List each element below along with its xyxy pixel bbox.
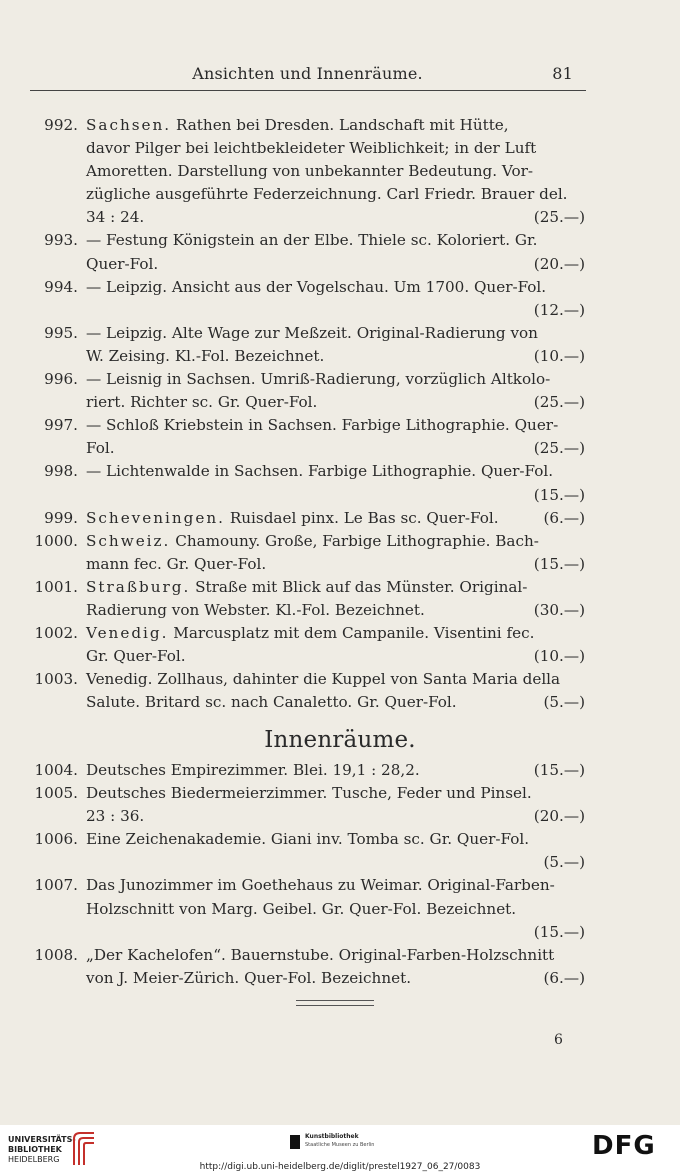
catalog-entry xyxy=(0,828,680,874)
entry-number: 998. xyxy=(44,462,78,481)
entry-number: 1002. xyxy=(34,624,78,643)
entry-line xyxy=(86,828,585,851)
entry-line xyxy=(86,944,585,967)
entry-text: Deutsches Empirezimmer. Blei. 19,1 : 28,2. xyxy=(86,761,420,779)
entry-price: (5.—) xyxy=(543,693,585,712)
catalog-entry xyxy=(0,507,680,530)
entry-text: Gr. Quer-Fol. xyxy=(86,647,186,666)
entry-text: — Leipzig. Alte Wage zur Meßzeit. Original-Radierung von xyxy=(86,323,538,342)
entry-number: 993. xyxy=(44,231,78,250)
permalink-url[interactable]: http://digi.ub.uni-heidelberg.de/diglit/prestel1927_06_27/0083 xyxy=(199,1162,481,1172)
catalog-entry xyxy=(0,414,680,460)
entry-text: Quer-Fol. xyxy=(86,254,159,273)
entry-price: (15.—) xyxy=(533,485,585,504)
entry-price: (6.—) xyxy=(543,508,585,527)
catalog-entry xyxy=(0,759,680,782)
entry-place-name: Scheveningen. xyxy=(86,508,225,527)
running-header xyxy=(30,64,585,88)
entry-price: (5.—) xyxy=(543,853,585,872)
catalog-entry xyxy=(0,322,680,368)
entry-line xyxy=(86,576,585,599)
entry-line xyxy=(86,530,585,553)
entry-text: Amoretten. Darstellung von unbekannter Bedeutung. Vor- xyxy=(86,162,533,181)
entry-line xyxy=(86,484,585,507)
entry-line xyxy=(86,276,585,299)
entry-line xyxy=(86,114,585,137)
entry-text: 34 : 24. xyxy=(86,208,145,227)
entry-text: zügliche ausgeführte Federzeichnung. Carl Friedr. Brauer del. xyxy=(86,185,568,204)
catalog-entries xyxy=(0,114,680,714)
entry-line xyxy=(86,759,585,782)
entry-line xyxy=(86,437,585,460)
entry-line xyxy=(86,183,585,206)
catalog-entry xyxy=(0,530,680,576)
entry-text: — Lichtenwalde in Sachsen. Farbige Lithographie. Quer-Fol. xyxy=(86,462,554,481)
entry-line xyxy=(86,691,585,714)
dfg-logo: DFG xyxy=(592,1131,656,1161)
catalog-entry xyxy=(0,668,680,714)
entry-line xyxy=(86,345,585,368)
entry-place-name: Sachsen. xyxy=(86,116,172,134)
entry-number: 992. xyxy=(44,116,78,134)
entry-line xyxy=(86,206,585,229)
entry-line xyxy=(86,805,585,828)
entry-text: mann fec. Gr. Quer-Fol. xyxy=(86,554,267,573)
entry-line xyxy=(86,414,585,437)
entry-number: 1007. xyxy=(34,876,78,895)
entry-line xyxy=(86,898,585,921)
entry-text: Marcusplatz mit dem Campanile. Visentini fec. xyxy=(168,624,535,643)
entry-text: — Festung Königstein an der Elbe. Thiele sc. Koloriert. Gr. xyxy=(86,231,538,250)
entry-text: von J. Meier-Zürich. Quer-Fol. Bezeichnet. xyxy=(86,968,412,987)
entry-number: 1008. xyxy=(34,945,78,964)
entry-price: (25.—) xyxy=(533,208,585,227)
entry-text: Venedig. Zollhaus, dahinter die Kuppel von Santa Maria della xyxy=(86,670,561,689)
entry-price: (12.—) xyxy=(533,300,585,319)
entry-line xyxy=(86,299,585,322)
entry-line xyxy=(86,921,585,944)
catalog-entry xyxy=(0,229,680,275)
catalog-entry xyxy=(0,782,680,828)
entry-number: 999. xyxy=(44,508,78,527)
entry-line xyxy=(86,507,585,530)
entry-line xyxy=(86,368,585,391)
entry-line xyxy=(86,460,585,483)
entry-text: W. Zeising. Kl.-Fol. Bezeichnet. xyxy=(86,346,325,365)
kb-line-2: Staatliche Museen zu Berlin xyxy=(305,1142,375,1148)
section-heading: Innenräume. xyxy=(264,727,416,753)
catalog-entry xyxy=(0,114,680,229)
entry-text: Rathen bei Dresden. Landschaft mit Hütte, xyxy=(171,116,509,134)
entry-price: (10.—) xyxy=(533,647,585,666)
entry-line xyxy=(86,253,585,276)
entry-place-name: Venedig. xyxy=(86,624,169,643)
entry-text: davor Pilger bei leichtbekleideter Weiblichkeit; in der Luft xyxy=(86,139,537,158)
entry-line xyxy=(86,782,585,805)
entry-line xyxy=(86,851,585,874)
kb-line-1: Kunstbibliothek xyxy=(305,1133,359,1140)
entry-price: (30.—) xyxy=(533,600,585,619)
entry-line xyxy=(86,874,585,897)
entry-place-name: Schweiz. xyxy=(86,531,171,550)
entry-number: 997. xyxy=(44,416,78,435)
entry-line xyxy=(86,668,585,691)
entry-line xyxy=(86,137,585,160)
catalog-entry xyxy=(0,874,680,943)
catalog-entry xyxy=(0,368,680,414)
catalog-entry xyxy=(0,276,680,322)
entry-line xyxy=(86,160,585,183)
catalog-entry xyxy=(0,622,680,668)
entry-price: (10.—) xyxy=(533,346,585,365)
heidelberg-library-logo-text xyxy=(8,1135,76,1165)
entry-text: Chamouny. Große, Farbige Lithographie. Bach- xyxy=(170,531,539,550)
entry-price: (15.—) xyxy=(533,554,585,573)
entry-text xyxy=(86,923,91,941)
entry-number: 1001. xyxy=(34,577,78,596)
entry-price: (6.—) xyxy=(543,968,585,987)
entry-text xyxy=(86,301,91,319)
entry-price: (15.—) xyxy=(533,761,585,779)
entry-text xyxy=(86,853,91,871)
entry-text: riert. Richter sc. Gr. Quer-Fol. xyxy=(86,393,318,412)
catalog-entries-interiors xyxy=(0,759,680,990)
entry-number: 995. xyxy=(44,323,78,342)
entry-line xyxy=(86,229,585,252)
entry-price: (20.—) xyxy=(533,254,585,273)
entry-text: Salute. Britard sc. nach Canaletto. Gr. Quer-Fol. xyxy=(86,693,457,712)
kunstbibliothek-logo xyxy=(290,1133,400,1153)
uni-line-3: HEIDELBERG xyxy=(8,1155,60,1164)
header-page-number: 81 xyxy=(552,64,573,83)
entry-text: „Der Kachelofen“. Bauernstube. Original-Farben-Holzschnitt xyxy=(86,945,555,964)
entry-text: Eine Zeichenakademie. Giani inv. Tomba sc. Gr. Quer-Fol. xyxy=(86,830,530,849)
header-title: Ansichten und Innenräume. xyxy=(192,64,423,83)
entry-text: Fol. xyxy=(86,439,115,458)
entry-number: 1005. xyxy=(34,784,78,803)
entry-price: (15.—) xyxy=(533,922,585,941)
entry-text xyxy=(86,486,91,504)
digitization-footer xyxy=(0,1125,680,1175)
entry-line xyxy=(86,645,585,668)
entry-price: (20.—) xyxy=(533,807,585,826)
entry-line xyxy=(86,967,585,990)
uni-line-1: UNIVERSITÄTS- xyxy=(8,1135,76,1144)
catalog-entry xyxy=(0,576,680,622)
entry-place-name: Straßburg. xyxy=(86,577,191,596)
entry-text: 23 : 36. xyxy=(86,807,145,826)
catalog-entry xyxy=(0,944,680,990)
kunstbibliothek-icon xyxy=(290,1135,300,1149)
entry-text: Holzschnitt von Marg. Geibel. Gr. Quer-Fol. Bezeichnet. xyxy=(86,899,517,918)
entry-number: 1004. xyxy=(34,761,78,779)
entry-line xyxy=(86,622,585,645)
entry-text: — Schloß Kriebstein in Sachsen. Farbige Lithographie. Quer- xyxy=(86,416,559,435)
entry-text: Deutsches Biedermeierzimmer. Tusche, Feder und Pinsel. xyxy=(86,784,532,803)
uni-line-2: BIBLIOTHEK xyxy=(8,1145,62,1154)
entry-line xyxy=(86,322,585,345)
entry-number: 1003. xyxy=(34,670,78,689)
entry-text: — Leisnig in Sachsen. Umriß-Radierung, vorzüglich Altkolo- xyxy=(86,370,551,389)
entry-text: Straße mit Blick auf das Münster. Original- xyxy=(190,577,528,596)
entry-line xyxy=(86,553,585,576)
entry-number: 994. xyxy=(44,277,78,296)
entry-line xyxy=(86,599,585,622)
header-rule xyxy=(30,90,586,91)
entry-number: 1000. xyxy=(34,531,78,550)
entry-price: (25.—) xyxy=(533,393,585,412)
entry-line xyxy=(86,391,585,414)
end-double-rule xyxy=(296,1000,374,1006)
entry-text: Radierung von Webster. Kl.-Fol. Bezeichnet. xyxy=(86,600,425,619)
signature-number: 6 xyxy=(554,1032,563,1048)
entry-number: 1006. xyxy=(34,830,78,849)
entry-number: 996. xyxy=(44,370,78,389)
entry-text: — Leipzig. Ansicht aus der Vogelschau. Um 1700. Quer-Fol. xyxy=(86,277,547,296)
catalog-entry xyxy=(0,460,680,506)
entry-price: (25.—) xyxy=(533,439,585,458)
entry-text: Ruisdael pinx. Le Bas sc. Quer-Fol. xyxy=(225,508,499,527)
entry-text: Das Junozimmer im Goethehaus zu Weimar. Original-Farben- xyxy=(86,876,555,895)
